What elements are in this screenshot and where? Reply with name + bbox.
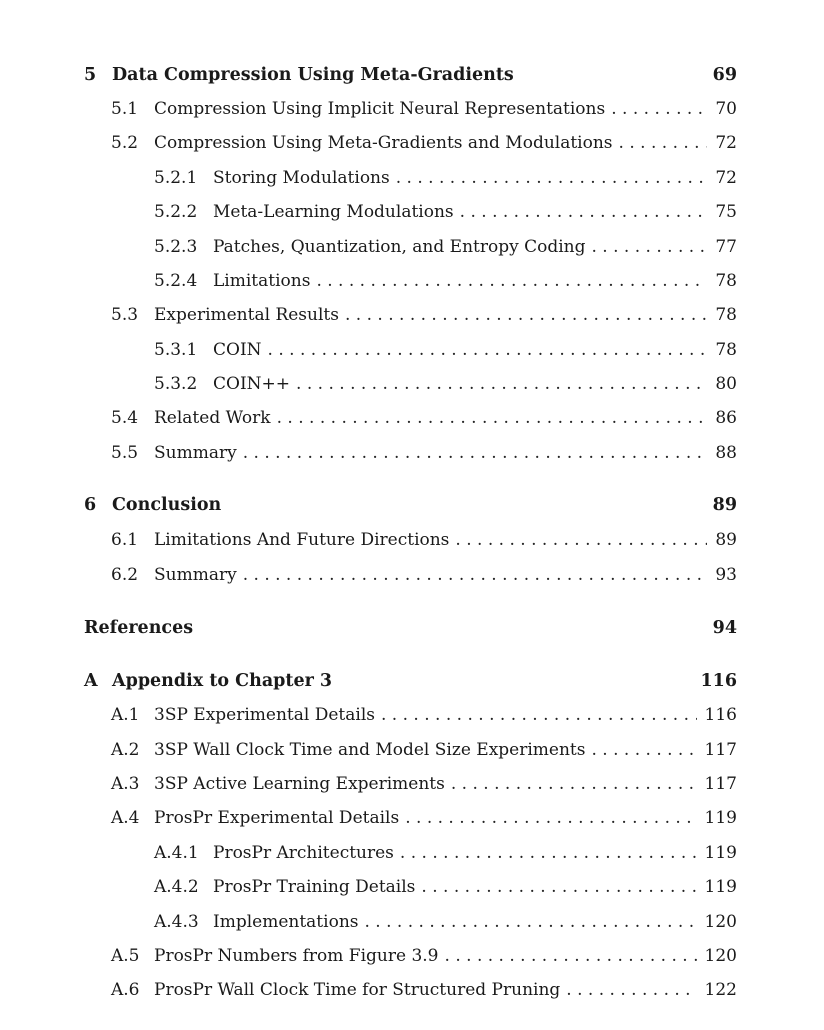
toc-entry[interactable] xyxy=(154,874,737,900)
toc-page-number: 78 xyxy=(715,305,737,325)
toc-entry[interactable] xyxy=(111,977,737,1003)
toc-entry[interactable] xyxy=(111,527,737,553)
toc-number: A.5 xyxy=(111,946,140,966)
toc-title: Experimental Results xyxy=(154,305,339,325)
toc-dot-leader xyxy=(592,234,708,260)
toc-page-number: 117 xyxy=(704,774,737,794)
toc-entry[interactable] xyxy=(154,337,737,363)
toc-page-number: 72 xyxy=(715,168,737,188)
toc-dot-leader xyxy=(421,874,696,900)
toc-title: ProsPr Wall Clock Time for Structured Pruning xyxy=(154,980,561,1000)
toc-page-number: 78 xyxy=(715,271,737,291)
toc-dot-leader xyxy=(445,943,697,969)
toc-page-number: 93 xyxy=(715,565,737,585)
toc-page-number: 122 xyxy=(704,980,737,1000)
toc-page-number: 89 xyxy=(712,495,737,515)
toc-title: Compression Using Implicit Neural Representations xyxy=(154,99,606,119)
toc-number: A.6 xyxy=(111,980,140,1000)
toc-dot-leader xyxy=(365,909,697,935)
toc-dot-leader xyxy=(396,165,708,191)
toc-chapter-entry[interactable] xyxy=(84,492,737,518)
toc-title: Related Work xyxy=(154,408,271,428)
toc-title: ProsPr Architectures xyxy=(213,843,394,863)
toc-entry[interactable] xyxy=(111,943,737,969)
toc-dot-leader xyxy=(619,130,708,156)
toc-dot-leader xyxy=(405,805,696,831)
toc-title: 3SP Wall Clock Time and Model Size Experiments xyxy=(154,740,586,760)
toc-number: 5.3.1 xyxy=(154,340,198,360)
toc-page-number: 80 xyxy=(715,374,737,394)
toc-title: ProsPr Training Details xyxy=(213,877,416,897)
toc-page-number: 89 xyxy=(715,530,737,550)
toc-entry[interactable] xyxy=(111,130,737,156)
toc-page-number: 70 xyxy=(715,99,737,119)
toc-dot-leader xyxy=(400,840,697,866)
toc-dot-leader xyxy=(381,702,697,728)
toc-dot-leader xyxy=(591,737,696,763)
toc-title: 3SP Experimental Details xyxy=(154,705,375,725)
toc-entry[interactable] xyxy=(154,234,737,260)
toc-title: Limitations And Future Directions xyxy=(154,530,450,550)
toc-page-number: 78 xyxy=(715,340,737,360)
toc-title: Compression Using Meta-Gradients and Modulations xyxy=(154,133,613,153)
toc-page-number: 119 xyxy=(704,877,737,897)
toc-dot-leader xyxy=(243,562,708,588)
toc-chapter-entry[interactable] xyxy=(84,62,737,88)
toc-page-number: 116 xyxy=(704,705,737,725)
toc-title: ProsPr Experimental Details xyxy=(154,808,400,828)
toc-number: 5 xyxy=(84,65,97,85)
toc-page-number: 94 xyxy=(712,618,737,638)
toc-page-number: 69 xyxy=(712,65,737,85)
toc-number: 5.3 xyxy=(111,305,139,325)
toc-page-number: 117 xyxy=(704,740,737,760)
toc-title: Implementations xyxy=(213,912,359,932)
toc-dot-leader xyxy=(455,527,707,553)
toc-title: References xyxy=(84,618,194,638)
toc-dot-leader xyxy=(345,302,707,328)
toc-page-number: 116 xyxy=(700,671,737,691)
toc-page-number: 119 xyxy=(704,843,737,863)
toc-chapter-entry[interactable] xyxy=(84,668,737,694)
toc-number: 6.1 xyxy=(111,530,139,550)
toc-number: A xyxy=(84,671,98,691)
toc-page-number: 75 xyxy=(715,202,737,222)
toc-number: 5.2 xyxy=(111,133,139,153)
toc-entry[interactable] xyxy=(154,909,737,935)
toc-entry[interactable] xyxy=(111,96,737,122)
toc-number: 5.3.2 xyxy=(154,374,198,394)
toc-entry[interactable] xyxy=(154,840,737,866)
toc-number: A.1 xyxy=(111,705,140,725)
toc-entry[interactable] xyxy=(154,268,737,294)
toc-number: 6 xyxy=(84,495,97,515)
toc-title: Limitations xyxy=(213,271,311,291)
toc-number: 5.2.2 xyxy=(154,202,198,222)
toc-page-number: 77 xyxy=(715,237,737,257)
toc-page-number: 88 xyxy=(715,443,737,463)
toc-number: 5.4 xyxy=(111,408,139,428)
toc-number: A.2 xyxy=(111,740,140,760)
toc-title: Meta-Learning Modulations xyxy=(213,202,454,222)
toc-dot-leader xyxy=(243,440,708,466)
toc-page-number: 120 xyxy=(704,946,737,966)
toc-entry[interactable] xyxy=(154,199,737,225)
toc-number: A.4.3 xyxy=(154,912,199,932)
toc-entry[interactable] xyxy=(111,702,737,728)
toc-page-number: 120 xyxy=(704,912,737,932)
toc-dot-leader xyxy=(451,771,697,797)
toc-dot-leader xyxy=(296,371,707,397)
toc-title: Storing Modulations xyxy=(213,168,390,188)
toc-dot-leader xyxy=(268,337,708,363)
toc-entry[interactable] xyxy=(111,562,737,588)
toc-entry[interactable] xyxy=(111,771,737,797)
toc-entry[interactable] xyxy=(111,302,737,328)
toc-dot-leader xyxy=(277,405,708,431)
toc-title: Summary xyxy=(154,443,237,463)
toc-dot-leader xyxy=(316,268,707,294)
toc-entry[interactable] xyxy=(154,371,737,397)
toc-number: 5.2.4 xyxy=(154,271,198,291)
toc-title: 3SP Active Learning Experiments xyxy=(154,774,445,794)
toc-entry[interactable] xyxy=(111,405,737,431)
toc-title: Data Compression Using Meta-Gradients xyxy=(112,65,514,85)
toc-dot-leader xyxy=(611,96,707,122)
toc-number: 5.5 xyxy=(111,443,139,463)
toc-title: Appendix to Chapter 3 xyxy=(112,671,333,691)
toc-title: Summary xyxy=(154,565,237,585)
toc-title: ProsPr Numbers from Figure 3.9 xyxy=(154,946,439,966)
toc-number: 5.2.3 xyxy=(154,237,198,257)
toc-dot-leader xyxy=(566,977,696,1003)
toc-number: 5.1 xyxy=(111,99,139,119)
toc-number: A.3 xyxy=(111,774,140,794)
toc-title: Conclusion xyxy=(112,495,222,515)
toc-number: A.4.2 xyxy=(154,877,199,897)
toc-number: A.4 xyxy=(111,808,140,828)
toc-page-number: 72 xyxy=(715,133,737,153)
toc-entry[interactable] xyxy=(111,737,737,763)
toc-dot-leader xyxy=(460,199,708,225)
toc-entry[interactable] xyxy=(111,440,737,466)
toc-title: COIN++ xyxy=(213,374,291,394)
toc-entry[interactable] xyxy=(111,805,737,831)
toc-title: COIN xyxy=(213,340,262,360)
toc-chapter-entry[interactable] xyxy=(84,615,737,641)
toc-page-number: 119 xyxy=(704,808,737,828)
toc-number: 5.2.1 xyxy=(154,168,198,188)
toc-number: 6.2 xyxy=(111,565,139,585)
toc-title: Patches, Quantization, and Entropy Coding xyxy=(213,237,586,257)
toc-page-number: 86 xyxy=(715,408,737,428)
toc-entry[interactable] xyxy=(154,165,737,191)
toc-number: A.4.1 xyxy=(154,843,199,863)
